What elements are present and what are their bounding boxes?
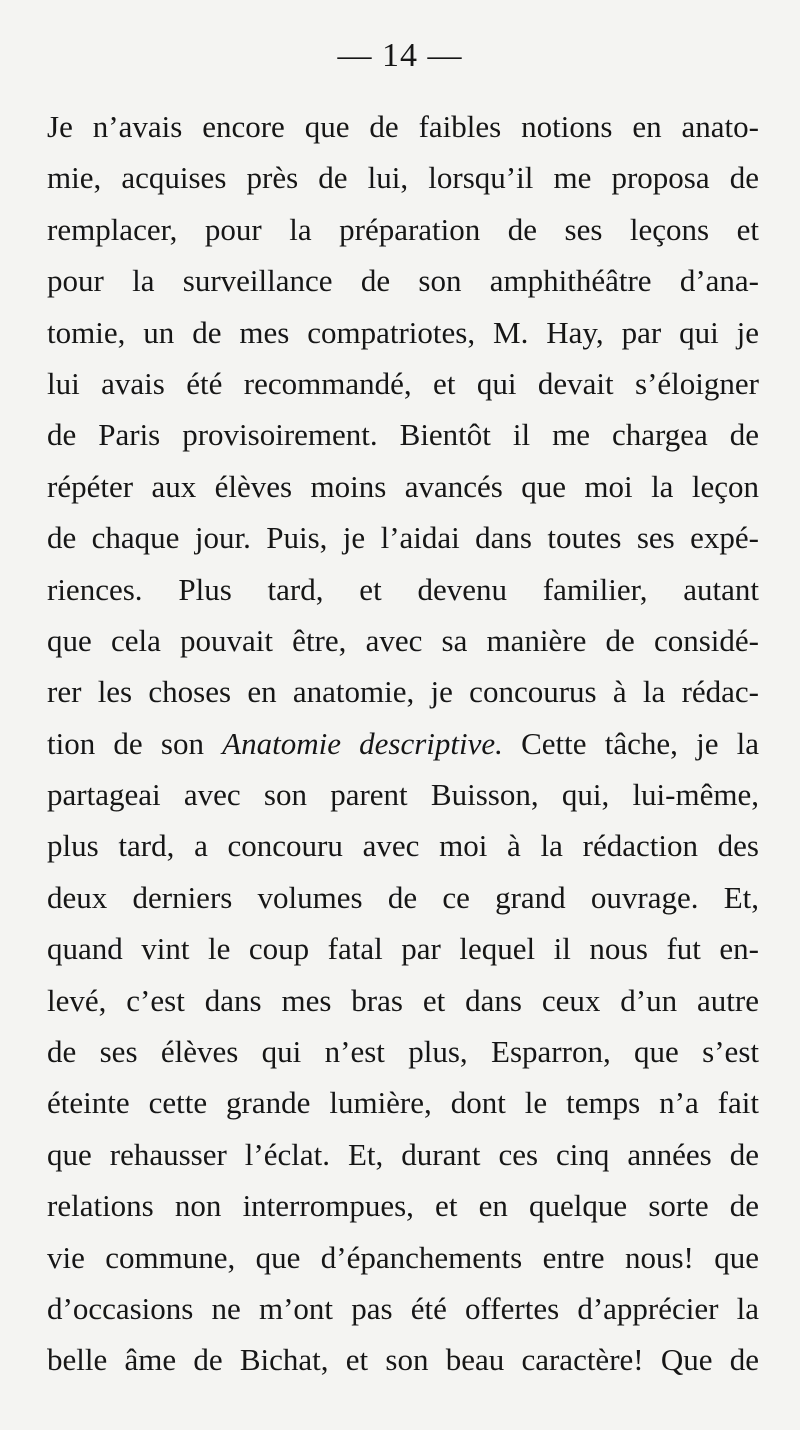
page-number: — 14 — (337, 37, 463, 74)
book-title-italic: Anatomie descriptive. (222, 725, 503, 761)
text-line-6: lui avais été recommandé, et qui devait s’éloigner (47, 365, 759, 401)
text-line-21: que rehausser l’éclat. Et, durant ces cinq années de (47, 1136, 759, 1172)
text-line-12: rer les choses en anatomie, je concourus à la rédac- (47, 674, 759, 710)
text-line-9: de chaque jour. Puis, je l’aidai dans toutes ses expé- (47, 520, 759, 556)
text-line-3: remplacer, pour la préparation de ses leçons et (47, 211, 759, 247)
text-line-13 (47, 718, 759, 769)
text-line-4: pour la surveillance de son amphithéâtre d’ana- (47, 263, 759, 299)
text-line-16: deux derniers volumes de ce grand ouvrage. Et, (47, 879, 759, 915)
text-line-14: partageai avec son parent Buisson, qui, lui-même, (47, 777, 759, 813)
text-line-13-end: Cette tâche, je la (521, 725, 760, 761)
text-line-24: d’occasions ne m’ont pas été offertes d’apprécier la (47, 1290, 759, 1326)
text-line-18: levé, c’est dans mes bras et dans ceux d’un autre (47, 982, 759, 1018)
text-line-17: quand vint le coup fatal par lequel il nous fut en- (47, 931, 759, 967)
text-line-19: de ses élèves qui n’est plus, Esparron, que s’est (47, 1034, 759, 1070)
text-line-15: plus tard, a concouru avec moi à la rédaction des (47, 828, 759, 864)
text-line-10: riences. Plus tard, et devenu familier, autant (47, 571, 759, 607)
text-line-2: mie, acquises près de lui, lorsqu’il me proposa de (47, 160, 759, 196)
text-line-13-start: tion de son (47, 725, 204, 761)
text-line-20: éteinte cette grande lumière, dont le temps n’a fait (47, 1085, 759, 1121)
text-line-5: tomie, un de mes compatriotes, M. Hay, par qui je (47, 314, 759, 350)
text-line-11: que cela pouvait être, avec sa manière de considé- (47, 622, 759, 658)
text-line-7: de Paris provisoirement. Bientôt il me chargea de (47, 417, 759, 453)
body-text (47, 101, 759, 1386)
text-line-8: répéter aux élèves moins avancés que moi la leçon (47, 468, 759, 504)
text-line-1: Je n’avais encore que de faibles notions en anato- (47, 109, 759, 144)
text-line-22: relations non interrompues, et en quelque sorte de (47, 1188, 759, 1224)
text-line-25: belle âme de Bichat, et son beau caractère! Que de (47, 1342, 759, 1378)
text-line-23: vie commune, que d’épanchements entre nous! que (47, 1239, 759, 1275)
